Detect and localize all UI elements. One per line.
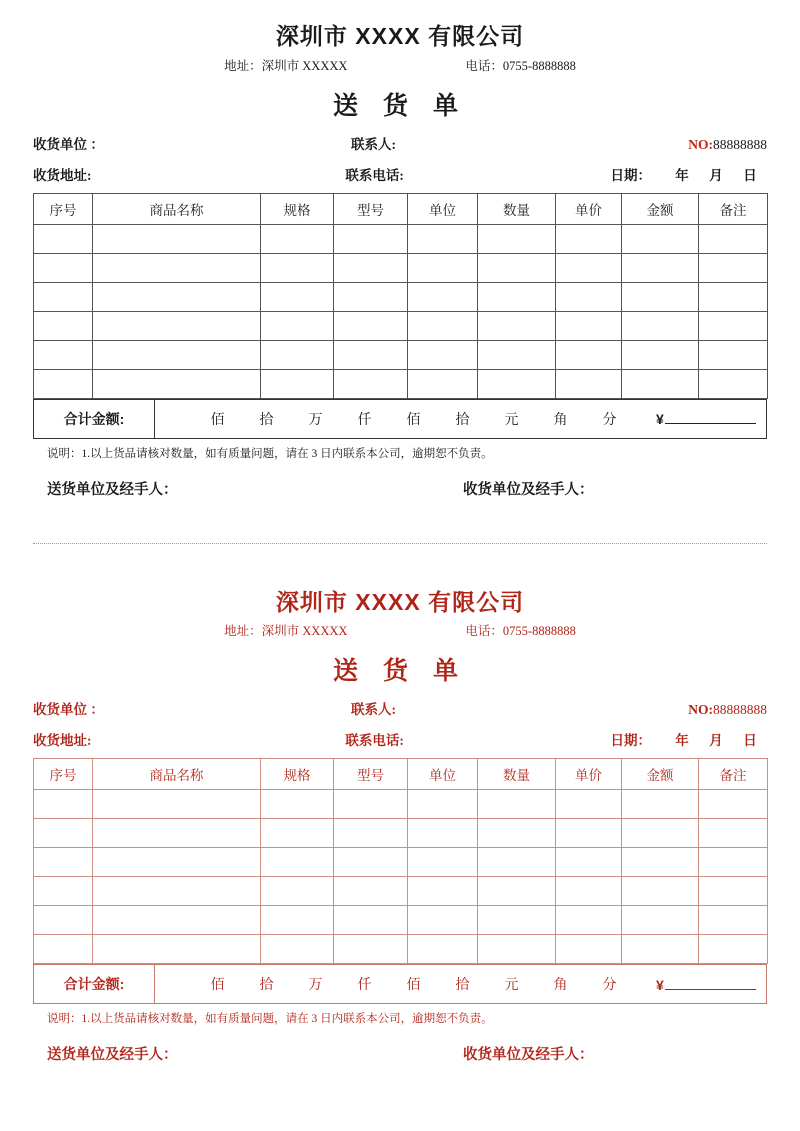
goods-table — [33, 193, 768, 399]
cell-spec[interactable] — [261, 311, 334, 340]
cell-amount[interactable] — [622, 253, 699, 282]
cell-seq[interactable] — [34, 253, 93, 282]
table-row[interactable] — [34, 369, 768, 398]
cell-qty[interactable] — [478, 340, 556, 369]
contact-person-label: 联系人: — [351, 702, 396, 717]
cell-qty[interactable] — [478, 253, 556, 282]
yuan-symbol: ¥ — [656, 976, 664, 993]
cell-unit[interactable] — [408, 340, 478, 369]
cell-spec[interactable] — [261, 282, 334, 311]
cell-unit[interactable] — [408, 877, 478, 906]
cell-amount[interactable] — [622, 906, 699, 935]
cell-price[interactable] — [556, 340, 622, 369]
cell-price[interactable] — [556, 819, 622, 848]
cell-spec[interactable] — [261, 848, 334, 877]
goods-table-header-row — [34, 193, 768, 224]
total-amount-row — [33, 399, 767, 439]
cell-price[interactable] — [556, 935, 622, 964]
company-contact-line — [33, 622, 767, 641]
column-header-spec: 规格 — [261, 193, 334, 224]
cell-name[interactable] — [93, 819, 261, 848]
column-header-amount: 金额 — [622, 759, 699, 790]
total-amount-row — [33, 964, 767, 1004]
cell-spec[interactable] — [261, 369, 334, 398]
cell-unit[interactable] — [408, 819, 478, 848]
date-year-unit: 年 — [675, 167, 689, 183]
cell-name[interactable] — [93, 340, 261, 369]
cell-name[interactable] — [93, 253, 261, 282]
company-contact-line — [33, 57, 767, 76]
cell-spec[interactable] — [261, 877, 334, 906]
sender-signature-label: 送货单位及经手人： — [47, 481, 178, 498]
goods-table-header-row — [34, 759, 768, 790]
cell-qty[interactable] — [478, 311, 556, 340]
cell-seq[interactable] — [34, 790, 93, 819]
total-amount-label: 合计金额: — [34, 965, 155, 1003]
cell-seq[interactable] — [34, 311, 93, 340]
amount-unit-yuan: 元 — [504, 978, 519, 993]
cell-model[interactable] — [334, 369, 408, 398]
footer-note: 说明：1.以上货品请核对数量，如有质量问题，请在 3 日内联系本公司，逾期恕不负责。 — [47, 1013, 493, 1025]
amount-unit-shi: 拾 — [455, 978, 470, 993]
cell-amount[interactable] — [622, 340, 699, 369]
amount-unit-fen: 分 — [602, 412, 617, 428]
column-header-name: 商品名称 — [93, 193, 261, 224]
cell-qty[interactable] — [478, 819, 556, 848]
info-row-second — [33, 729, 767, 749]
info-row-first — [33, 133, 767, 153]
cell-note[interactable] — [699, 935, 768, 964]
amount-unit-qian: 仟 — [357, 412, 372, 428]
cell-qty[interactable] — [478, 282, 556, 311]
cell-price[interactable] — [556, 877, 622, 906]
cell-amount[interactable] — [622, 311, 699, 340]
cell-qty[interactable] — [478, 224, 556, 253]
total-amount-units — [155, 974, 766, 994]
order-number-value: 88888888 — [713, 702, 767, 717]
cell-spec[interactable] — [261, 253, 334, 282]
column-header-note: 备注 — [699, 759, 768, 790]
cell-unit[interactable] — [408, 848, 478, 877]
order-number-label: NO: — [688, 702, 713, 717]
cell-seq[interactable] — [34, 848, 93, 877]
cell-name[interactable] — [93, 311, 261, 340]
cell-model[interactable] — [334, 282, 408, 311]
goods-table — [33, 758, 768, 964]
cell-amount[interactable] — [622, 935, 699, 964]
company-address: 地址：深圳市 XXXXX — [224, 624, 348, 639]
column-header-unit: 单位 — [408, 193, 478, 224]
order-number — [621, 137, 767, 153]
date-year-unit: 年 — [675, 733, 689, 748]
cell-model[interactable] — [334, 790, 408, 819]
cell-amount[interactable] — [622, 224, 699, 253]
cell-unit[interactable] — [408, 369, 478, 398]
cell-price[interactable] — [556, 848, 622, 877]
cell-name[interactable] — [93, 877, 261, 906]
cell-name[interactable] — [93, 369, 261, 398]
cell-note[interactable] — [699, 340, 768, 369]
receiver-address-label: 收货地址: — [33, 167, 92, 183]
cell-price[interactable] — [556, 790, 622, 819]
total-amount-currency-field[interactable] — [656, 976, 766, 993]
cell-unit[interactable] — [408, 282, 478, 311]
contact-phone-label: 联系电话: — [345, 733, 404, 748]
company-phone: 电话：0755-8888888 — [465, 58, 576, 73]
cell-qty[interactable] — [478, 877, 556, 906]
cell-name[interactable] — [93, 282, 261, 311]
company-phone: 电话：0755-8888888 — [465, 624, 576, 639]
cell-spec[interactable] — [261, 790, 334, 819]
cell-price[interactable] — [556, 906, 622, 935]
table-row[interactable] — [34, 790, 768, 819]
cell-spec[interactable] — [261, 224, 334, 253]
date-field — [611, 164, 768, 184]
table-row[interactable] — [34, 311, 768, 340]
cell-seq[interactable] — [34, 369, 93, 398]
cell-qty[interactable] — [478, 848, 556, 877]
cell-model[interactable] — [334, 935, 408, 964]
amount-unit-yuan: 元 — [504, 412, 519, 428]
date-month-unit: 月 — [709, 733, 723, 748]
cell-model[interactable] — [334, 253, 408, 282]
cell-amount[interactable] — [622, 877, 699, 906]
column-header-price: 单价 — [556, 759, 622, 790]
cell-amount[interactable] — [622, 369, 699, 398]
amount-unit-bai: 佰 — [406, 978, 421, 993]
column-header-unit: 单位 — [408, 759, 478, 790]
sender-signature-label: 送货单位及经手人： — [47, 1047, 178, 1063]
cell-price[interactable] — [556, 282, 622, 311]
amount-unit-fen: 分 — [602, 978, 617, 993]
cell-model[interactable] — [334, 224, 408, 253]
column-header-seq: 序号 — [34, 759, 93, 790]
date-label: 日期： — [610, 733, 651, 748]
cell-note[interactable] — [699, 282, 768, 311]
cell-unit[interactable] — [408, 790, 478, 819]
total-amount-input-line[interactable] — [665, 976, 756, 990]
total-amount-label: 合计金额: — [34, 400, 155, 438]
cell-name[interactable] — [93, 224, 261, 253]
cell-seq[interactable] — [34, 282, 93, 311]
cell-note[interactable] — [699, 906, 768, 935]
cell-qty[interactable] — [478, 369, 556, 398]
cell-spec[interactable] — [261, 906, 334, 935]
document-title: 送 货 单 — [333, 657, 467, 685]
contact-phone-label: 联系电话: — [345, 167, 404, 183]
delivery-note-copy-black — [0, 22, 800, 499]
company-name: 深圳市 XXXX 有限公司 — [275, 588, 525, 615]
receiver-signature-label: 收货单位及经手人： — [463, 1047, 594, 1063]
cell-model[interactable] — [334, 877, 408, 906]
cell-amount[interactable] — [622, 819, 699, 848]
amount-unit-bai-hundred-million: 佰 — [210, 412, 225, 428]
total-amount-input-line[interactable] — [665, 410, 756, 424]
date-field — [611, 729, 768, 749]
cell-name[interactable] — [93, 848, 261, 877]
column-header-note: 备注 — [699, 193, 768, 224]
receiver-unit-label: 收货单位 ： — [33, 136, 104, 152]
cell-name[interactable] — [93, 935, 261, 964]
cell-unit[interactable] — [408, 253, 478, 282]
company-address: 地址：深圳市 XXXXX — [224, 58, 348, 73]
column-header-price: 单价 — [556, 193, 622, 224]
cell-model[interactable] — [334, 906, 408, 935]
cell-name[interactable] — [93, 906, 261, 935]
yuan-symbol: ¥ — [656, 411, 664, 427]
column-header-spec: 规格 — [261, 759, 334, 790]
table-row[interactable] — [34, 848, 768, 877]
amount-unit-shi-ten-million: 拾 — [259, 412, 274, 428]
order-number-label: NO: — [688, 136, 713, 152]
table-row[interactable] — [34, 935, 768, 964]
date-day-unit: 日 — [743, 733, 757, 748]
cell-amount[interactable] — [622, 848, 699, 877]
table-row[interactable] — [34, 282, 768, 311]
cell-unit[interactable] — [408, 311, 478, 340]
date-month-unit: 月 — [709, 167, 723, 183]
info-row-second — [33, 164, 767, 184]
column-header-seq: 序号 — [34, 193, 93, 224]
cell-price[interactable] — [556, 253, 622, 282]
cell-model[interactable] — [334, 848, 408, 877]
cell-price[interactable] — [556, 311, 622, 340]
cell-note[interactable] — [699, 253, 768, 282]
amount-unit-wan: 万 — [308, 978, 323, 993]
cell-unit[interactable] — [408, 224, 478, 253]
cell-unit[interactable] — [408, 935, 478, 964]
receiver-unit-label: 收货单位 ： — [33, 702, 104, 717]
amount-unit-bai-hundred-million: 佰 — [210, 978, 225, 993]
cell-qty[interactable] — [478, 935, 556, 964]
divider-spacer-bottom — [0, 544, 800, 588]
top-spacer — [0, 0, 800, 22]
amount-unit-jiao: 角 — [553, 412, 568, 428]
table-row[interactable] — [34, 906, 768, 935]
total-amount-units — [155, 409, 766, 429]
cell-qty[interactable] — [478, 906, 556, 935]
cell-spec[interactable] — [261, 340, 334, 369]
document-title: 送 货 单 — [333, 91, 467, 120]
cell-qty[interactable] — [478, 790, 556, 819]
table-row[interactable] — [34, 877, 768, 906]
amount-unit-shi-ten-million: 拾 — [259, 978, 274, 993]
cell-note[interactable] — [699, 877, 768, 906]
column-header-qty: 数量 — [478, 759, 556, 790]
cell-spec[interactable] — [261, 935, 334, 964]
amount-unit-bai: 佰 — [406, 412, 421, 428]
cell-price[interactable] — [556, 369, 622, 398]
receiver-signature-label: 收货单位及经手人： — [463, 481, 594, 498]
delivery-note-copy-red — [0, 588, 800, 1065]
order-number-value: 88888888 — [713, 136, 767, 152]
signature-row — [33, 1043, 767, 1064]
amount-unit-shi: 拾 — [455, 412, 470, 428]
cell-note[interactable] — [699, 311, 768, 340]
footer-note: 说明：1.以上货品请核对数量，如有质量问题，请在 3 日内联系本公司，逾期恕不负责。 — [47, 447, 493, 460]
cell-note[interactable] — [699, 848, 768, 877]
cell-model[interactable] — [334, 819, 408, 848]
column-header-amount: 金额 — [622, 193, 699, 224]
cell-seq[interactable] — [34, 906, 93, 935]
column-header-model: 型号 — [334, 759, 408, 790]
amount-unit-jiao: 角 — [553, 978, 568, 993]
date-label: 日期： — [610, 167, 651, 183]
order-number — [621, 702, 767, 718]
amount-unit-qian: 仟 — [357, 978, 372, 993]
column-header-model: 型号 — [334, 193, 408, 224]
cell-price[interactable] — [556, 224, 622, 253]
divider-spacer-top — [0, 499, 800, 543]
cell-note[interactable] — [699, 224, 768, 253]
table-row[interactable] — [34, 340, 768, 369]
table-row[interactable] — [34, 253, 768, 282]
cell-model[interactable] — [334, 311, 408, 340]
info-row-first — [33, 698, 767, 718]
column-header-qty: 数量 — [478, 193, 556, 224]
table-row[interactable] — [34, 224, 768, 253]
cell-note[interactable] — [699, 369, 768, 398]
cell-note[interactable] — [699, 790, 768, 819]
column-header-name: 商品名称 — [93, 759, 261, 790]
cell-note[interactable] — [699, 819, 768, 848]
cell-seq[interactable] — [34, 224, 93, 253]
cell-seq[interactable] — [34, 819, 93, 848]
table-row[interactable] — [34, 819, 768, 848]
receiver-address-label: 收货地址: — [33, 733, 92, 748]
contact-person-label: 联系人: — [351, 136, 396, 152]
amount-unit-wan: 万 — [308, 412, 323, 428]
company-name: 深圳市 XXXX 有限公司 — [275, 23, 525, 49]
cell-spec[interactable] — [261, 819, 334, 848]
cell-seq[interactable] — [34, 877, 93, 906]
cell-amount[interactable] — [622, 282, 699, 311]
signature-row — [33, 478, 767, 499]
cell-unit[interactable] — [408, 906, 478, 935]
cell-amount[interactable] — [622, 790, 699, 819]
cell-seq[interactable] — [34, 340, 93, 369]
total-amount-currency-field[interactable] — [656, 410, 766, 427]
cell-model[interactable] — [334, 340, 408, 369]
date-day-unit: 日 — [743, 167, 757, 183]
cell-seq[interactable] — [34, 935, 93, 964]
cell-name[interactable] — [93, 790, 261, 819]
